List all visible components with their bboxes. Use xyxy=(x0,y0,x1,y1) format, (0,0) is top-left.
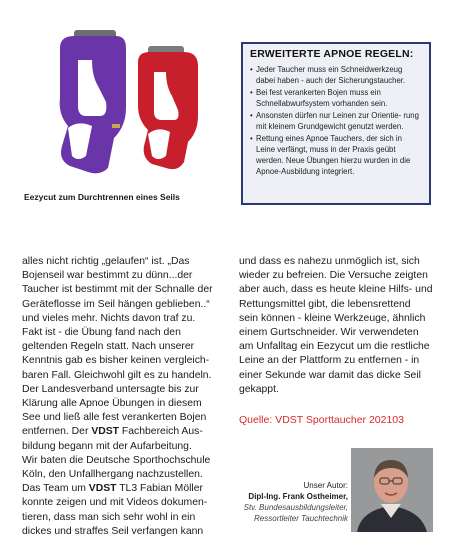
author-role: Stv. Bundesausbildungsleiter, xyxy=(243,503,348,512)
rule-line: Schnellabwurfsystem vorhanden sein. xyxy=(256,99,388,108)
vdst-keyword: VDST xyxy=(91,426,120,438)
rule-line: dabei haben - auch der Sicherungstaucher. xyxy=(256,76,406,85)
text-line: Leine an der Plattform zu entfernen - in xyxy=(239,355,420,367)
text-line: wieder zu befreien. Die Versuche zeigten xyxy=(239,270,428,282)
text-line: bildung begann mit der Aufarbeitung. xyxy=(22,440,192,452)
text-line: geltenden Regeln statt. Nach unserer xyxy=(22,341,195,353)
author-role: Ressortleiter Tauchtechnik xyxy=(254,514,348,523)
text-line: am Unfalltag ein Eezycut um die restliche xyxy=(239,341,430,353)
rule-item xyxy=(250,133,422,177)
author-label: Unser Autor: xyxy=(303,481,348,490)
photo-caption: Eezycut zum Durchtrennen eines Seils xyxy=(24,192,180,202)
rules-list xyxy=(250,64,422,177)
text-line: Das Team um VDST TL3 Fabian Möller xyxy=(22,483,203,495)
text-line: dickes und straffes Seil verfangen kann xyxy=(22,525,204,537)
rule-line: Jeder Taucher muss ein Schneidwerkzeug xyxy=(256,65,403,74)
text-line: tieren, dass man sich sehr wohl in ein xyxy=(22,511,196,523)
author-block xyxy=(244,480,348,524)
text-line: baren Fall. Gleichwohl gilt es zu handeln. xyxy=(22,369,212,381)
text-line: sein können - kleine Werkzeuge, ähnlich xyxy=(239,312,426,324)
text-line: Köln, den Unfallhergang nachzustellen. xyxy=(22,469,203,481)
rules-title: ERWEITERTE APNOE REGELN: xyxy=(250,48,414,60)
text-line: Fakt ist - die Übung fand nach den xyxy=(22,327,181,339)
text-line: Taucher ist bestimmt mit der Schnalle der xyxy=(22,284,213,296)
source-note: Quelle: VDST Sporttaucher 202103 xyxy=(239,414,404,426)
rule-line: Leine verfängt, muss in der Praxis geübt xyxy=(256,145,396,154)
apnoe-rules-box xyxy=(241,42,431,205)
rule-line: Bei fest verankerten Bojen muss ein xyxy=(256,88,381,97)
text-line: aber auch, dass es heute kleine Hilfs- und xyxy=(239,284,433,296)
rule-line: rung mit kleinem Grundgewicht genutzt xyxy=(256,111,419,131)
rule-item xyxy=(250,110,422,132)
text-line: einer Sekunde war damit das dicke Seil xyxy=(239,369,421,381)
rule-line: Ansonsten dürfen nur Leinen zur Orientie- xyxy=(256,111,402,120)
article-column-left xyxy=(22,255,227,539)
text-line: Kenntnis gab es bisher keinen vergleich- xyxy=(22,355,210,367)
text-line: Wir baten die Deutsche Sporthochschule xyxy=(22,454,211,466)
text-line: alles nicht richtig „gelaufen“ ist. „Das xyxy=(22,256,190,267)
text-line: Klärung alle Apnoe Übungen in diesem xyxy=(22,398,202,410)
author-name: Dipl-Ing. Frank Ostheimer, xyxy=(248,492,348,501)
text-line: und dass es nahezu unmöglich ist, sich xyxy=(239,256,420,267)
rule-item xyxy=(250,64,422,86)
eezycut-photo xyxy=(48,16,208,176)
text-line: Rettungsmittel gibt, die lebensrettend xyxy=(239,298,411,310)
rule-item xyxy=(250,87,422,109)
rule-line: werden. xyxy=(375,122,404,131)
rule-line: werden. Neue Übungen hierzu wurden in xyxy=(256,156,398,165)
text-line: einem Gurtschneider. Wir verwendeten xyxy=(239,327,419,339)
text-line: Geräteflosse im Seil hängen geblieben..“ xyxy=(22,298,210,310)
text-line: konnte zeigen und mit Videos dokumen- xyxy=(22,497,208,509)
text-line: Bojenseil war bestimmt zu dünn...der xyxy=(22,270,193,282)
rule-line: Rettung eines Apnoe Tauchers, der sich in xyxy=(256,134,402,143)
article-column-right xyxy=(239,255,434,397)
text-line: gekappt. xyxy=(239,383,279,395)
vdst-keyword: VDST xyxy=(88,483,117,495)
text-line: entfernen. Der VDST Fachbereich Aus- xyxy=(22,426,203,438)
author-portrait xyxy=(351,448,433,532)
rule-line: die Apnoe-Ausbildung integriert. xyxy=(256,156,411,176)
text-line: See und ließ alle fest verankerten Bojen xyxy=(22,412,207,424)
text-line: Der Landesverband untersagte bis zur xyxy=(22,383,199,395)
text-line: und vieles mehr. Nichts davon traf zu. xyxy=(22,312,196,324)
